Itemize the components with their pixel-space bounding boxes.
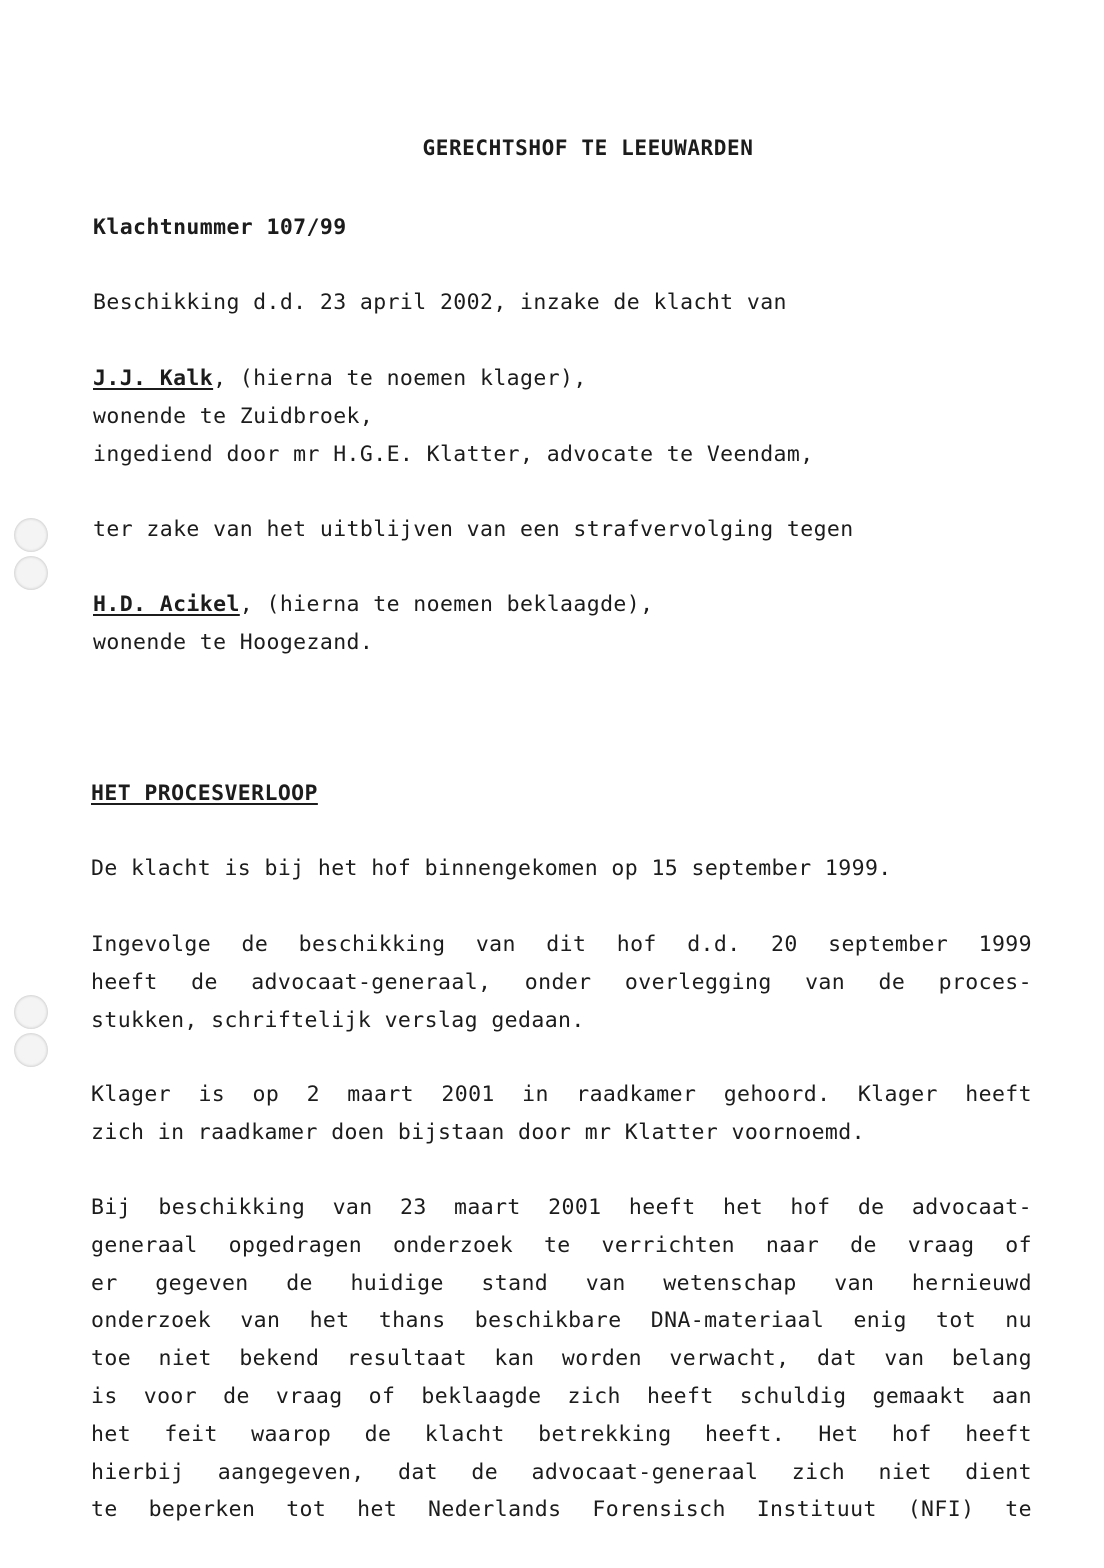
- complainant-name: J.J. Kalk: [93, 366, 214, 391]
- punch-hole: [14, 1033, 48, 1067]
- defendant-line: [93, 586, 653, 624]
- paragraph-line: het feit waarop de klacht betrekking heeft. Het hof heeft: [91, 1421, 1032, 1447]
- punch-hole: [14, 556, 48, 590]
- defendant-role: , (hierna te noemen beklaagde),: [239, 592, 654, 617]
- complainant-filed-by: ingediend door mr H.G.E. Klatter, advocate te Veendam,: [93, 442, 814, 467]
- paragraph-line: toe niet bekend resultaat kan worden verwacht, dat van belang: [91, 1346, 1032, 1372]
- paragraph-line: generaal opgedragen onderzoek te verrichten naar de vraag of: [91, 1232, 1032, 1258]
- decision-line: Beschikking d.d. 23 april 2002, inzake de klacht van: [93, 290, 787, 315]
- paragraph-line: hierbij aangegeven, dat de advocaat-generaal zich niet dient: [91, 1459, 1032, 1485]
- paragraph-line: Klager is op 2 maart 2001 in raadkamer gehoord. Klager heeft: [91, 1082, 1032, 1107]
- paragraph-line: te beperken tot het Nederlands Forensisch Instituut (NFI) te: [91, 1497, 1032, 1523]
- paragraph-line: zich in raadkamer doen bijstaan door mr Klatter voornoemd.: [91, 1119, 865, 1145]
- punch-hole: [14, 518, 48, 552]
- paragraph-line: Bij beschikking van 23 maart 2001 heeft het hof de advocaat-: [91, 1195, 1032, 1220]
- paragraph-line: Ingevolge de beschikking van dit hof d.d. 20 september 1999: [91, 932, 1032, 957]
- complainant-line: [93, 360, 587, 398]
- subject-line: ter zake van het uitblijven van een strafvervolging tegen: [93, 517, 854, 542]
- defendant-residence: wonende te Hoogezand.: [93, 630, 374, 655]
- paragraph-line: er gegeven de huidige stand van wetenschap van hernieuwd: [91, 1270, 1032, 1296]
- paragraph-line: is voor de vraag of beklaagde zich heeft schuldig gemaakt aan: [91, 1383, 1032, 1409]
- complainant-residence: wonende te Zuidbroek,: [93, 404, 374, 429]
- paragraph-line: De klacht is bij het hof binnengekomen op 15 september 1999.: [91, 856, 892, 881]
- paragraph-received: [91, 850, 1032, 888]
- paragraph-line: stukken, schriftelijk verslag gedaan.: [91, 1007, 585, 1033]
- complainant-role: , (hierna te noemen klager),: [213, 366, 587, 391]
- paragraph-report: [91, 926, 1032, 1039]
- section-heading: HET PROCESVERLOOP: [91, 781, 318, 806]
- punch-hole: [14, 995, 48, 1029]
- case-number: Klachtnummer 107/99: [93, 215, 347, 240]
- paragraph-order: [91, 1189, 1032, 1529]
- court-title: GERECHTSHOF TE LEEUWARDEN: [422, 136, 754, 160]
- paragraph-line: onderzoek van het thans beschikbare DNA-materiaal enig tot nu: [91, 1308, 1032, 1334]
- defendant-name: H.D. Acikel: [93, 592, 240, 617]
- paragraph-hearing: [91, 1076, 1032, 1152]
- paragraph-line: heeft de advocaat-generaal, onder overlegging van de proces-: [91, 969, 1032, 995]
